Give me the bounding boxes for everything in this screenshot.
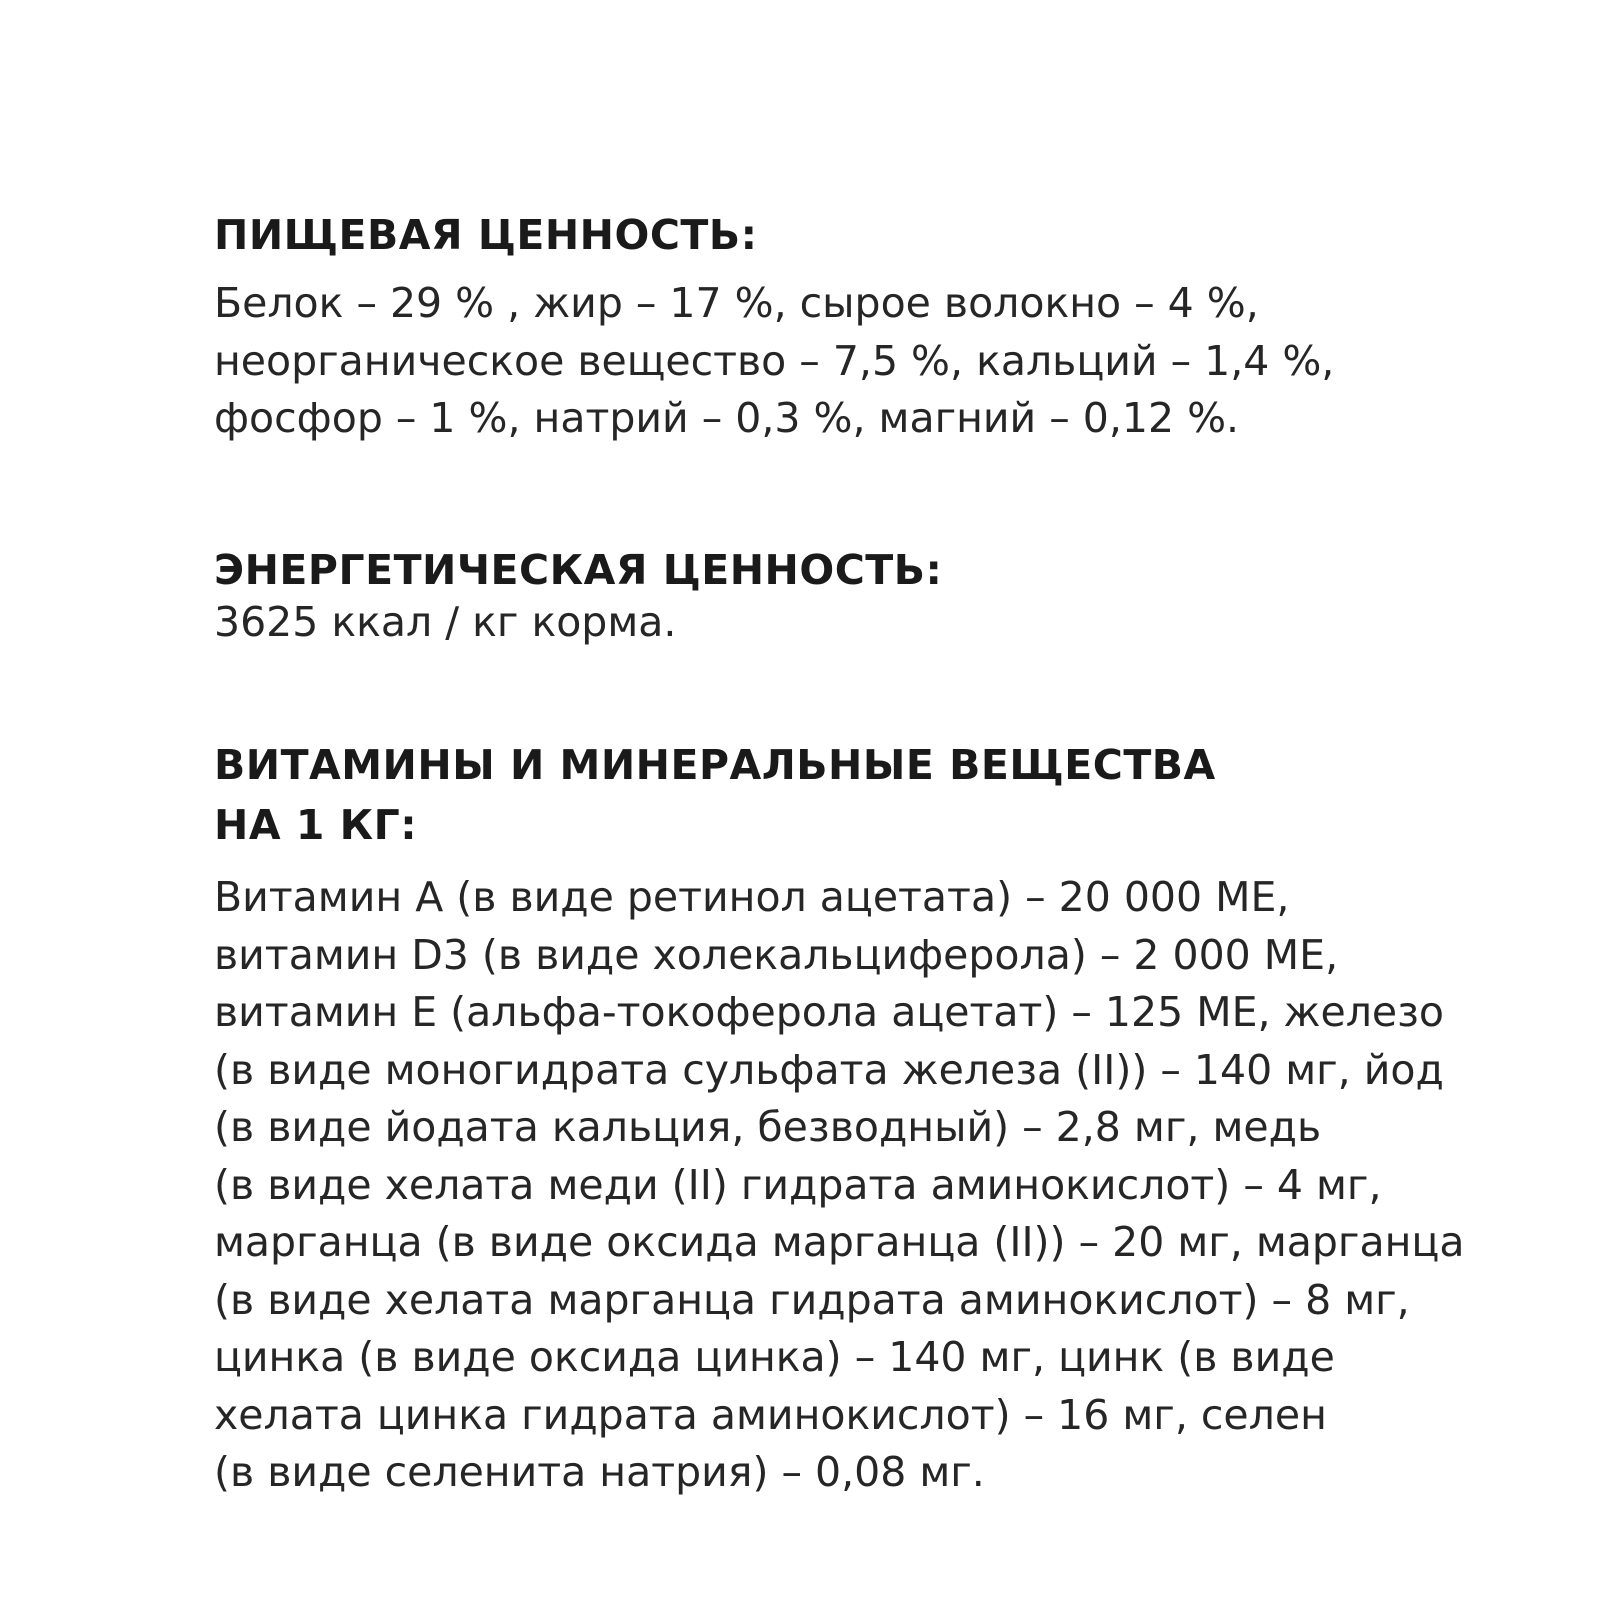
vitamins-line: витамин D3 (в виде холекальциферола) – 2 000 МЕ, (214, 930, 1339, 979)
energy-title: ЭНЕРГЕТИЧЕСКАЯ ЦЕННОСТЬ: (214, 546, 943, 594)
vitamins-title-line: НА 1 КГ: (214, 801, 418, 849)
vitamins-line: марганца (в виде оксида марганца (II)) – 20 мг, марганца (214, 1218, 1465, 1266)
energy-section (214, 540, 942, 652)
vitamins-line: (в виде хелата марганца гидрата аминокислот) – 8 мг, (214, 1275, 1410, 1324)
energy-line: 3625 ккал / кг корма. (214, 598, 677, 646)
vitamins-line: Витамин А (в виде ретинол ацетата) – 20 000 МЕ, (214, 873, 1290, 921)
vitamins-line: (в виде селенита натрия) – 0,08 мг. (214, 1448, 985, 1496)
vitamins-line: цинка (в виде оксида цинка) – 140 мг, цинк (в виде (214, 1333, 1335, 1381)
vitamins-line: (в виде моногидрата сульфата железа (II)) – 140 мг, йод (214, 1045, 1444, 1094)
vitamins-line: (в виде йодата кальция, безводный) – 2,8 мг, медь (214, 1103, 1322, 1151)
vitamins-title-line: ВИТАМИНЫ И МИНЕРАЛЬНЫЕ ВЕЩЕСТВА (214, 741, 1216, 789)
nutrition-line: Белок – 29 % , жир – 17 %, сырое волокно – 4 %, (214, 279, 1259, 327)
vitamins-section (214, 735, 1464, 1502)
document-content (214, 205, 1544, 1496)
nutrition-title: ПИЩЕВАЯ ЦЕННОСТЬ: (214, 211, 758, 259)
vitamins-line: (в виде хелата меди (II) гидрата аминокислот) – 4 мг, (214, 1160, 1382, 1209)
energy-text (214, 594, 942, 652)
vitamins-title (214, 735, 1464, 855)
vitamins-line: витамин Е (альфа-токоферола ацетат) – 125 МЕ, железо (214, 988, 1445, 1036)
nutrition-line: неорганическое вещество – 7,5 %, кальций – 1,4 %, (214, 336, 1335, 385)
vitamins-text (214, 869, 1464, 1502)
nutrition-text (214, 275, 1544, 448)
vitamins-line: хелата цинка гидрата аминокислот) – 16 мг, селен (214, 1390, 1327, 1439)
nutrition-section (214, 205, 1544, 448)
nutrition-line: фосфор – 1 %, натрий – 0,3 %, магний – 0,12 %. (214, 394, 1240, 442)
